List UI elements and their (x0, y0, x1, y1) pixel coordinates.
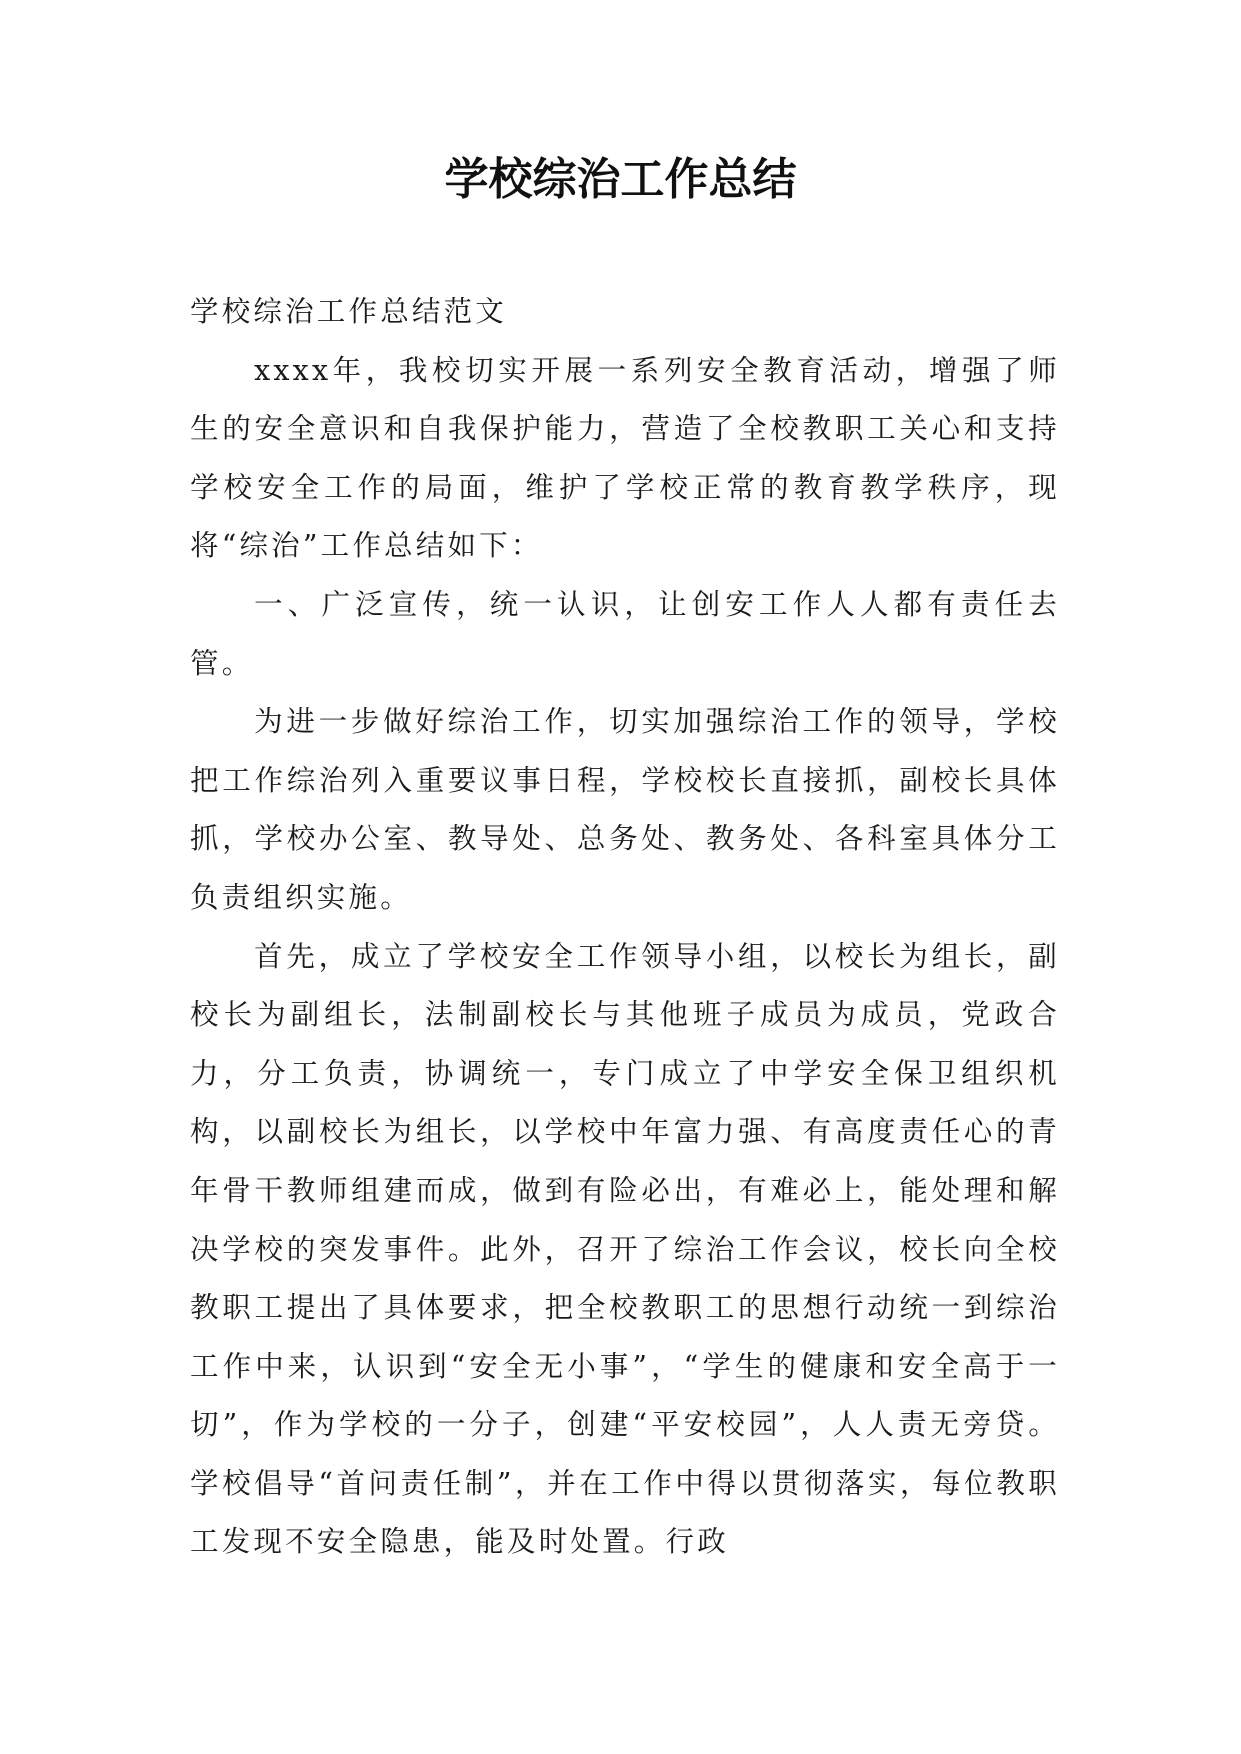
document-subtitle: 学校综治工作总结范文 (190, 295, 508, 328)
body-paragraph: 首先，成立了学校安全工作领导小组，以校长为组长，副校长为副组长，法制副校长与其他班子成员为成员，党政合力，分工负责，协调统一，专门成立了中学安全保卫组织机构，以副校长为组长，以学校中年富力强、有高度责任心的青年骨干教师组建而成，做到有险必出，有难必上，能处理和解决学校的突发事件。此外，召开了综治工作会议，校长向全校教职工提出了具体要求，把全校教职工的思想行动统一到综治工作中来，认识到“安全无小事”，“学生的健康和安全高于一切”，作为学校的一分子，创建“平安校园”，人人责无旁贷。学校倡导“首问责任制”，并在工作中得以贯彻落实，每位教职工发现不安全隐患，能及时处置。行政 (190, 939, 1060, 1559)
body-paragraph: 为进一步做好综治工作，切实加强综治工作的领导，学校把工作综治列入重要议事日程，学校校长直接抓，副校长具体抓，学校办公室、教导处、总务处、教务处、各科室具体分工负责组织实施。 (190, 705, 1060, 914)
body-paragraph: xxxx年，我校切实开展一系列安全教育活动，增强了师生的安全意识和自我保护能力，营造了全校教职工关心和支持学校安全工作的局面，维护了学校正常的教育教学秩序，现将“综治”工作总结如下： (190, 353, 1060, 563)
section-heading: 一、广泛宣传，统一认识，让创安工作人人都有责任去管。 (190, 587, 1060, 680)
document-title: 学校综治工作总结 (444, 154, 797, 205)
document-body (190, 283, 1060, 1572)
